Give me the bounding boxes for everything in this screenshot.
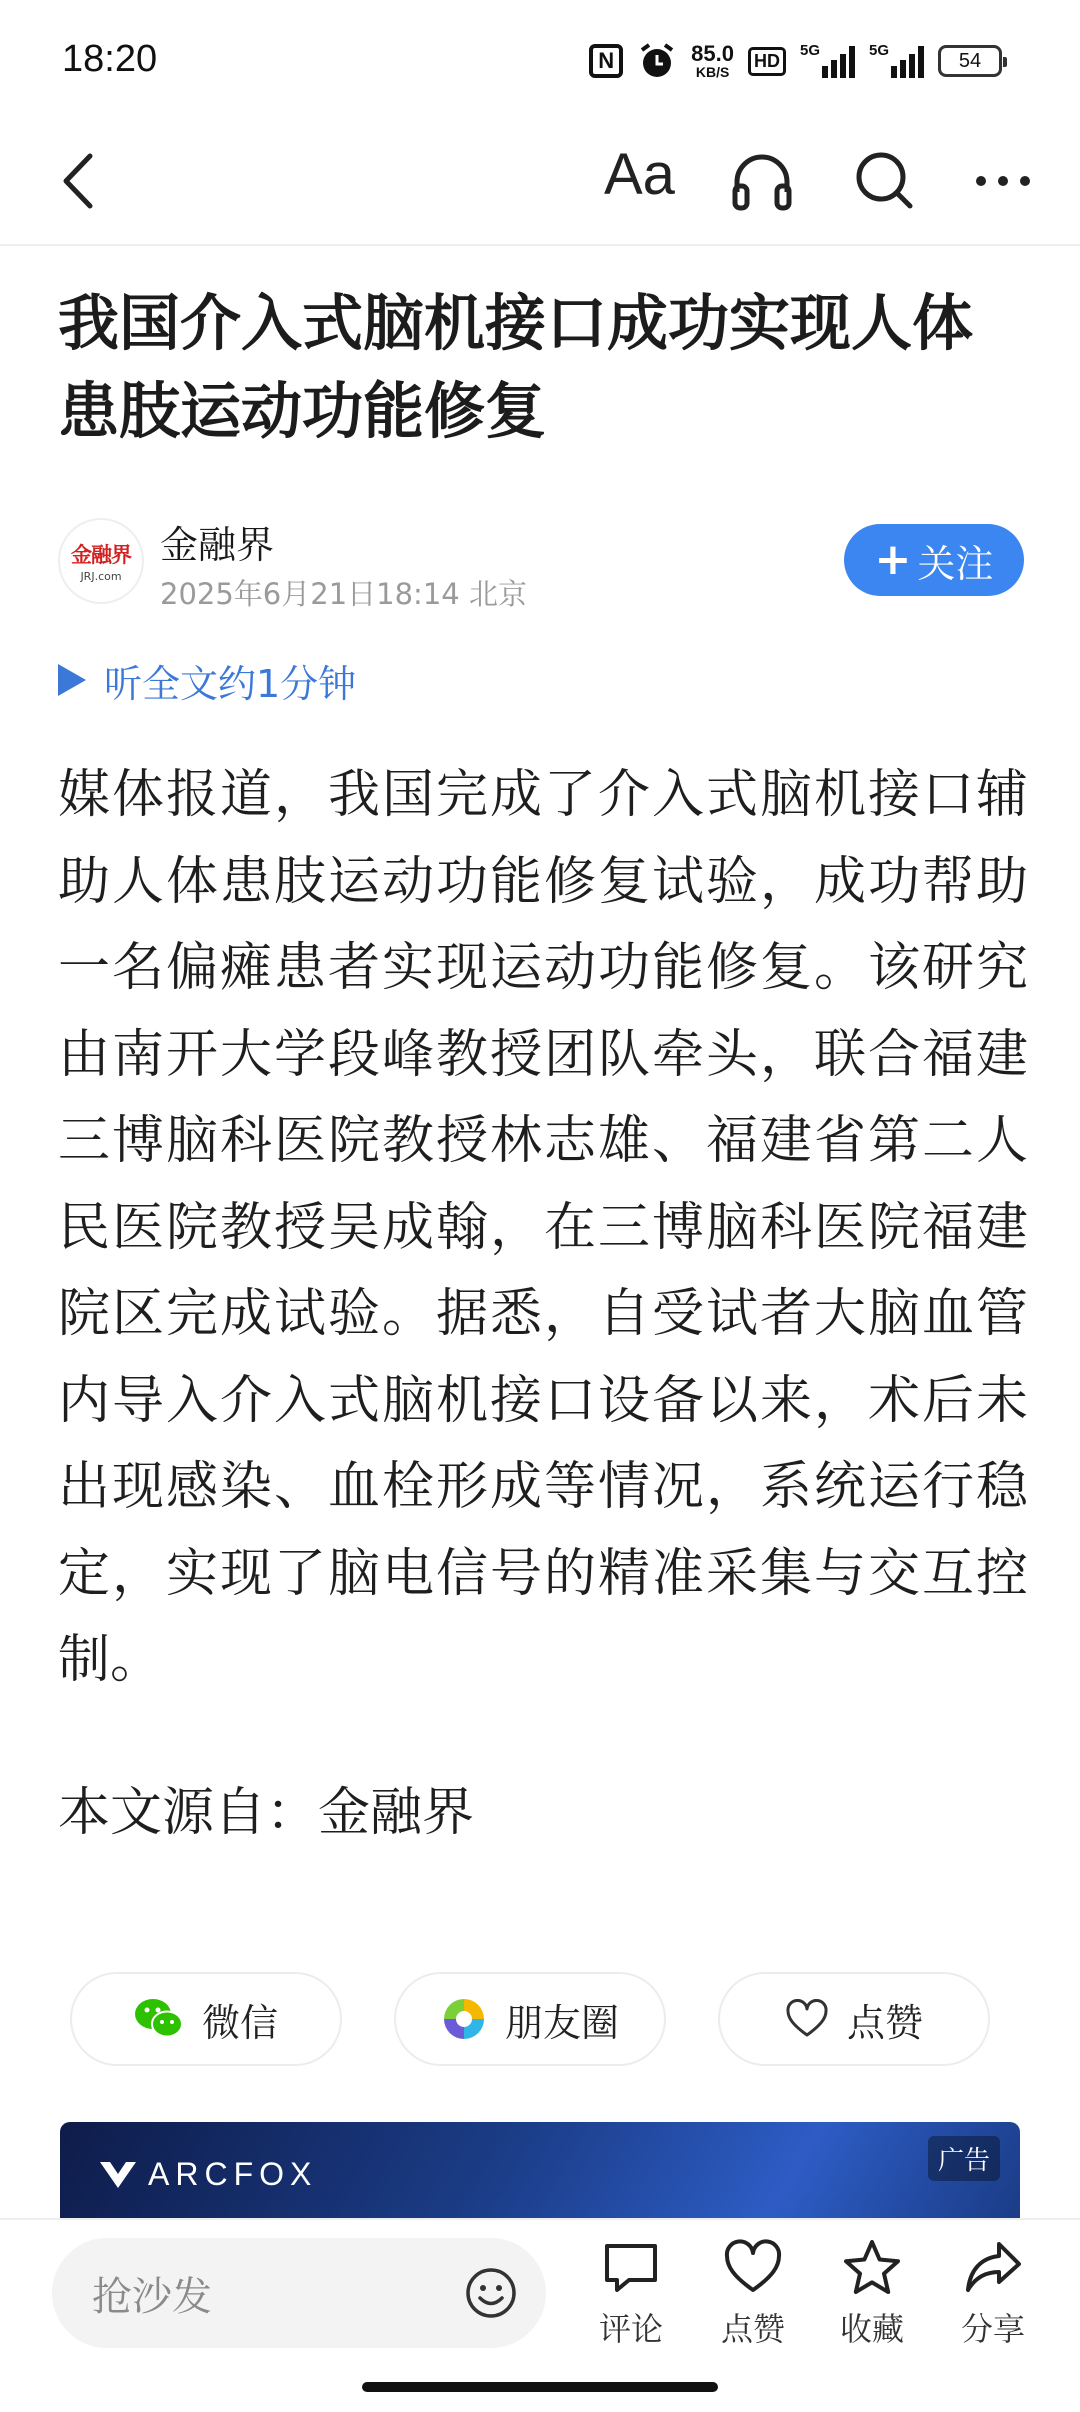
favorite-action[interactable] [827,2238,917,2358]
follow-button[interactable] [844,524,1024,596]
article-toolbar [0,120,1080,246]
hd-icon: HD [748,47,786,76]
heart-icon [785,1999,829,2039]
comment-input[interactable] [52,2238,546,2348]
listen-full-text[interactable] [58,650,356,710]
publish-meta: 2025年6月21日18:14 北京 [160,577,527,611]
author-name[interactable]: 金融界 [160,523,275,567]
share-moments-button[interactable] [394,1972,666,2066]
article-title: 我国介入式脑机接口成功实现人体患肢运动功能修复 [58,288,974,447]
nfc-icon: N [589,44,623,78]
comment-action[interactable] [586,2238,676,2358]
arcfox-logo-icon [98,2160,138,2190]
share-action[interactable] [948,2238,1038,2358]
home-indicator[interactable] [362,2382,718,2392]
share-row [70,1972,990,2066]
play-icon [58,664,86,696]
plus-icon: + [874,534,912,585]
share-wechat-button[interactable] [70,1972,342,2066]
headphones-icon[interactable] [727,146,797,216]
share-wechat-label: 微信 [201,2000,278,2045]
ad-banner[interactable] [60,2122,1020,2222]
comment-icon [601,2238,661,2298]
alarm-icon [637,41,677,81]
status-icons [589,36,1002,86]
listen-label: 听全文约1分钟 [104,661,357,706]
more-icon[interactable] [968,146,1038,216]
article-body: 媒体报道，我国完成了介入式脑机接口辅助人体患肢运动功能修复试验，成功帮助一名偏瘫患者实现运动功能修复。该研究由南开大学段峰教授团队牵头，联合福建三博脑科医院教授林志雄、福建省第二人民医院教授吴成翰，在三博脑科医院福建院区完成试验。据悉，自受试者大脑血管内导入介入式脑机接口设备以来，术后未出现感染、血栓形成等情况，系统运行稳定，实现了脑电信号的精准采集与交互控制。 [58,765,1028,1690]
share-like-label: 点赞 [846,2000,923,2045]
favorite-label: 收藏 [839,2310,904,2348]
follow-label: 关注 [917,541,994,586]
share-label: 分享 [960,2310,1025,2348]
signal-icon: 5G [800,44,855,78]
article-source: 本文源自：金融界 [58,1783,475,1843]
emoji-icon[interactable] [464,2266,518,2320]
comment-placeholder: 抢沙发 [92,2273,212,2320]
share-moments-label: 朋友圈 [504,2000,619,2045]
ad-brand-name: ARCFOX [148,2156,318,2192]
ad-brand-logo [98,2156,317,2193]
signal-icon: 5G [869,44,924,78]
like-label: 点赞 [720,2310,785,2348]
heart-icon [723,2238,783,2298]
network-speed: 85.0 KB/S [691,41,734,80]
search-icon[interactable] [850,146,920,216]
font-size-icon[interactable]: Aa [604,142,675,207]
comment-label: 评论 [598,2310,663,2348]
share-icon [963,2238,1023,2298]
wechat-icon [134,1997,184,2041]
author-row [58,510,1024,620]
status-time: 18:20 [62,38,158,80]
moments-icon [441,1996,487,2042]
ad-tag[interactable]: 广告 [928,2136,1000,2181]
avatar-logo-domain: JRJ.com [80,570,122,583]
battery-icon: 54 [938,45,1002,77]
share-like-button[interactable] [718,1972,990,2066]
status-bar [0,0,1080,120]
avatar-logo-text: 金融界 [71,543,131,567]
star-icon [842,2238,902,2298]
like-action[interactable] [708,2238,798,2358]
back-icon[interactable] [48,146,118,216]
author-avatar[interactable] [58,518,144,604]
